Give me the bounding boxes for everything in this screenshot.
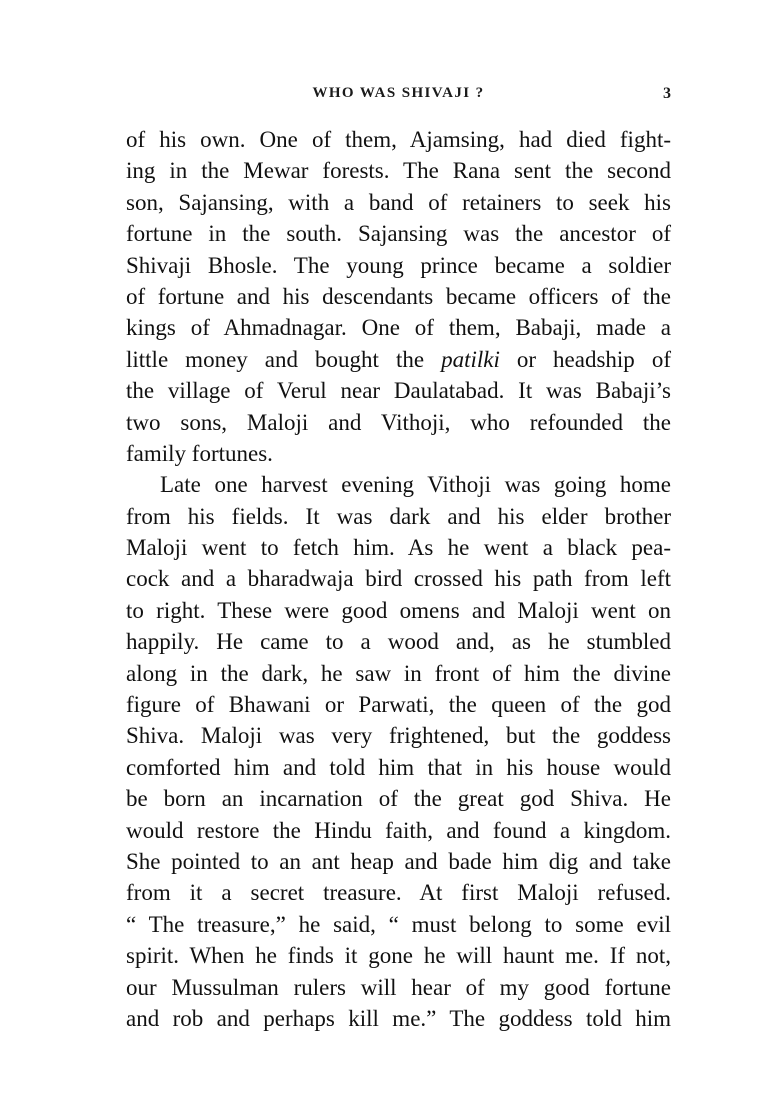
text-line: the village of Verul near Daulatabad. It was Babaji’s — [126, 378, 671, 404]
text-line: figure of Bhawani or Parwati, the queen of the god — [126, 692, 671, 718]
text-line: spirit. When he finds it gone he will haunt me. If not, — [126, 943, 671, 969]
running-title: WHO WAS SHIVAJI ? — [312, 85, 485, 101]
text-line: family fortunes. — [126, 440, 273, 466]
text-line: our Mussulman rulers will hear of my good fortune — [126, 974, 671, 1000]
text-line: ing in the Mewar forests. The Rana sent the second — [126, 158, 671, 184]
text-line: Maloji went to fetch him. As he went a black pea- — [126, 535, 671, 561]
text-line: fortune in the south. Sajansing was the ancestor of — [126, 221, 671, 247]
text-line: would restore the Hindu faith, and found a kingdom. — [126, 817, 671, 843]
text-line: “ The treasure,” he said, “ must belong to some evil — [126, 911, 671, 937]
text-segment: or headship of — [499, 346, 671, 372]
text-line: happily. He came to a wood and, as he stumbled — [126, 629, 671, 655]
text-line: Shivaji Bhosle. The young prince became a soldier — [126, 252, 671, 278]
text-line: Late one harvest evening Vithoji was going home — [160, 472, 671, 498]
body-text — [126, 124, 671, 1034]
text-segment: little money and bought the — [126, 346, 442, 372]
text-line: from his fields. It was dark and his elder brother — [126, 503, 671, 529]
text-line: son, Sajansing, with a band of retainers to seek his — [126, 189, 671, 215]
text-line: two sons, Maloji and Vithoji, who refounded the — [126, 409, 671, 435]
text-line: cock and a bharadwaja bird crossed his path from left — [126, 566, 671, 592]
text-line: to right. These were good omens and Maloji went on — [126, 597, 671, 623]
text-line: of fortune and his descendants became officers of the — [126, 283, 671, 309]
text-line — [126, 344, 671, 375]
text-line: along in the dark, he saw in front of him the divine — [126, 660, 671, 686]
text-line: comforted him and told him that in his house would — [126, 754, 671, 780]
text-line: kings of Ahmadnagar. One of them, Babaji, made a — [126, 315, 671, 341]
page-number: 3 — [663, 85, 671, 102]
text-line: She pointed to an ant heap and bade him dig and take — [126, 848, 671, 874]
running-head — [126, 85, 671, 107]
text-line: of his own. One of them, Ajamsing, had died fight- — [126, 127, 671, 152]
text-line: and rob and perhaps kill me.” The goddess told him — [126, 1005, 671, 1031]
text-line: be born an incarnation of the great god Shiva. He — [126, 786, 671, 812]
text-line: from it a secret treasure. At first Maloji refused. — [126, 880, 671, 906]
italic-term: patilki — [441, 346, 500, 372]
text-line: Shiva. Maloji was very frightened, but the goddess — [126, 723, 671, 749]
